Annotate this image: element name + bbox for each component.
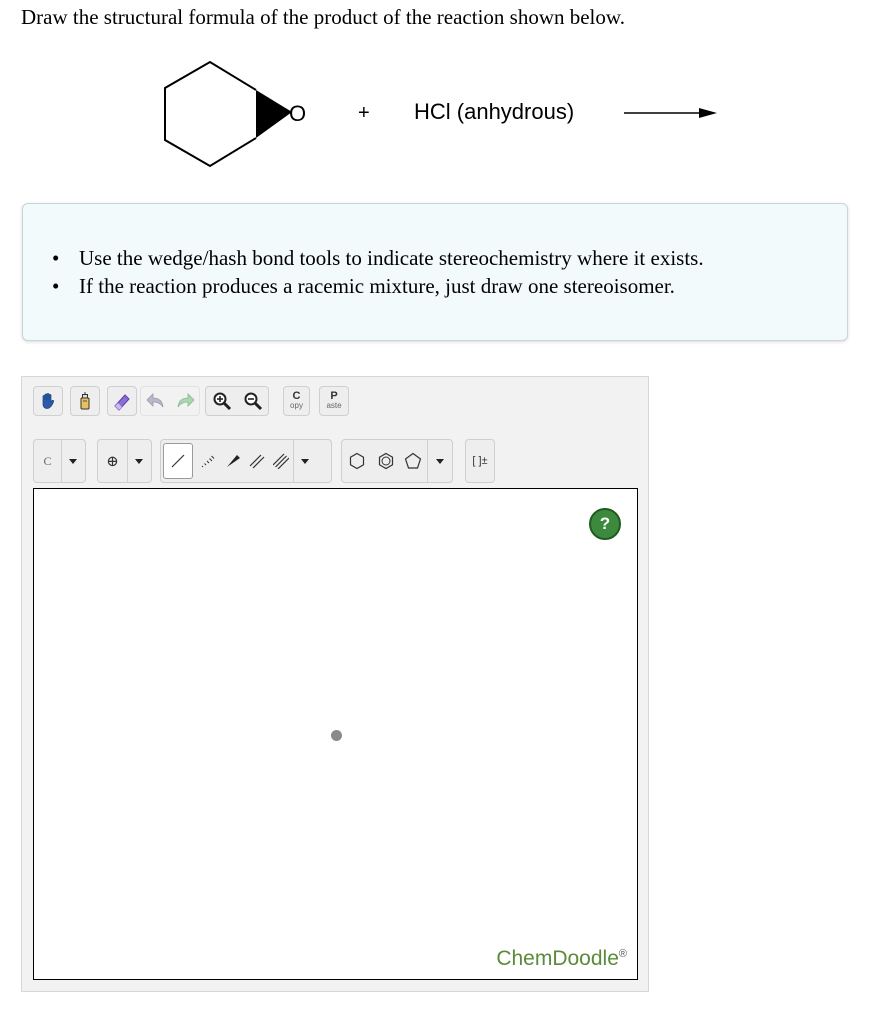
- hand-tool-button[interactable]: [33, 386, 63, 416]
- zoom-out-button[interactable]: [237, 387, 268, 415]
- zoom-out-icon: [243, 391, 263, 411]
- charge-selector: [97, 439, 152, 483]
- clear-icon: [76, 391, 94, 411]
- single-bond-icon: [170, 453, 186, 469]
- bond-dropdown[interactable]: [293, 440, 316, 482]
- ring-selector: [341, 439, 453, 483]
- bond-selector: [160, 439, 332, 483]
- cyclopentane-icon: [404, 452, 422, 470]
- charge-plus-icon: ⊕: [106, 453, 119, 470]
- undo-icon: [146, 392, 166, 410]
- plus-sign: +: [358, 102, 370, 124]
- hint-item: • Use the wedge/hash bond tools to indicate stereochemistry where it exists.: [79, 244, 704, 272]
- zoom-group: [205, 386, 269, 416]
- paste-label-initial: P: [330, 390, 338, 402]
- copy-label-rest: opy: [290, 401, 303, 410]
- reaction-scheme: [0, 52, 872, 182]
- cursor-dot: [331, 730, 342, 741]
- question-text: Draw the structural formula of the product of the reaction shown below.: [21, 5, 625, 29]
- cyclohexene-oxide-structure: [165, 62, 292, 166]
- bracket-button[interactable]: [465, 439, 495, 483]
- redo-button[interactable]: [170, 387, 199, 415]
- bracket-label: [ ]±: [472, 455, 488, 467]
- double-bond-icon: [249, 453, 265, 469]
- drawing-canvas[interactable]: [33, 488, 638, 980]
- copy-label: [290, 392, 303, 410]
- hand-icon: [39, 392, 57, 410]
- reaction-arrow-icon: [624, 108, 717, 118]
- eraser-icon: [112, 391, 132, 411]
- paste-label-rest: aste: [326, 401, 342, 410]
- paste-button[interactable]: [319, 386, 349, 416]
- zoom-in-icon: [212, 391, 232, 411]
- redo-icon: [175, 392, 195, 410]
- epoxide-oxygen-label: O: [289, 101, 307, 126]
- element-selector: [33, 439, 86, 483]
- cyclopentane-button[interactable]: [399, 440, 427, 482]
- clear-button[interactable]: [70, 386, 100, 416]
- hash-bond-icon: [199, 453, 215, 469]
- hint-item: • If the reaction produces a racemic mixture, just draw one stereoisomer.: [79, 272, 704, 300]
- double-bond-button[interactable]: [245, 440, 269, 482]
- zoom-in-button[interactable]: [206, 387, 237, 415]
- element-label: C: [43, 453, 52, 468]
- charge-button[interactable]: [98, 440, 127, 482]
- reagent-label: HCl (anhydrous): [414, 99, 575, 124]
- triple-bond-button[interactable]: [269, 440, 293, 482]
- undo-redo-group: [140, 386, 200, 416]
- element-dropdown[interactable]: [61, 440, 85, 482]
- copy-button[interactable]: [283, 386, 310, 416]
- instructions-list: [79, 244, 704, 300]
- chevron-down-icon: [135, 459, 143, 464]
- cyclohexane-icon: [348, 452, 366, 470]
- undo-button[interactable]: [141, 387, 170, 415]
- chevron-down-icon: [301, 459, 309, 464]
- chevron-down-icon: [436, 459, 444, 464]
- element-button[interactable]: [34, 440, 61, 482]
- chevron-down-icon: [69, 459, 77, 464]
- single-bond-button[interactable]: [163, 443, 193, 479]
- brand-name: ChemDoodle: [496, 947, 619, 970]
- help-button[interactable]: ?: [589, 508, 621, 540]
- triple-bond-icon: [273, 453, 289, 469]
- wedge-bond-icon: [225, 453, 241, 469]
- chemdoodle-editor: [21, 376, 649, 992]
- hash-bond-button[interactable]: [193, 440, 221, 482]
- chemdoodle-logo: [496, 947, 627, 971]
- wedge-bond-button[interactable]: [221, 440, 245, 482]
- benzene-button[interactable]: [372, 440, 400, 482]
- copy-label-initial: C: [292, 390, 301, 402]
- registered-mark: ®: [618, 948, 627, 960]
- ring-dropdown[interactable]: [427, 440, 452, 482]
- eraser-button[interactable]: [107, 386, 137, 416]
- charge-dropdown[interactable]: [127, 440, 151, 482]
- paste-label: [326, 392, 341, 410]
- benzene-icon: [377, 452, 395, 470]
- cyclohexane-button[interactable]: [342, 440, 372, 482]
- instructions-box: [22, 203, 848, 341]
